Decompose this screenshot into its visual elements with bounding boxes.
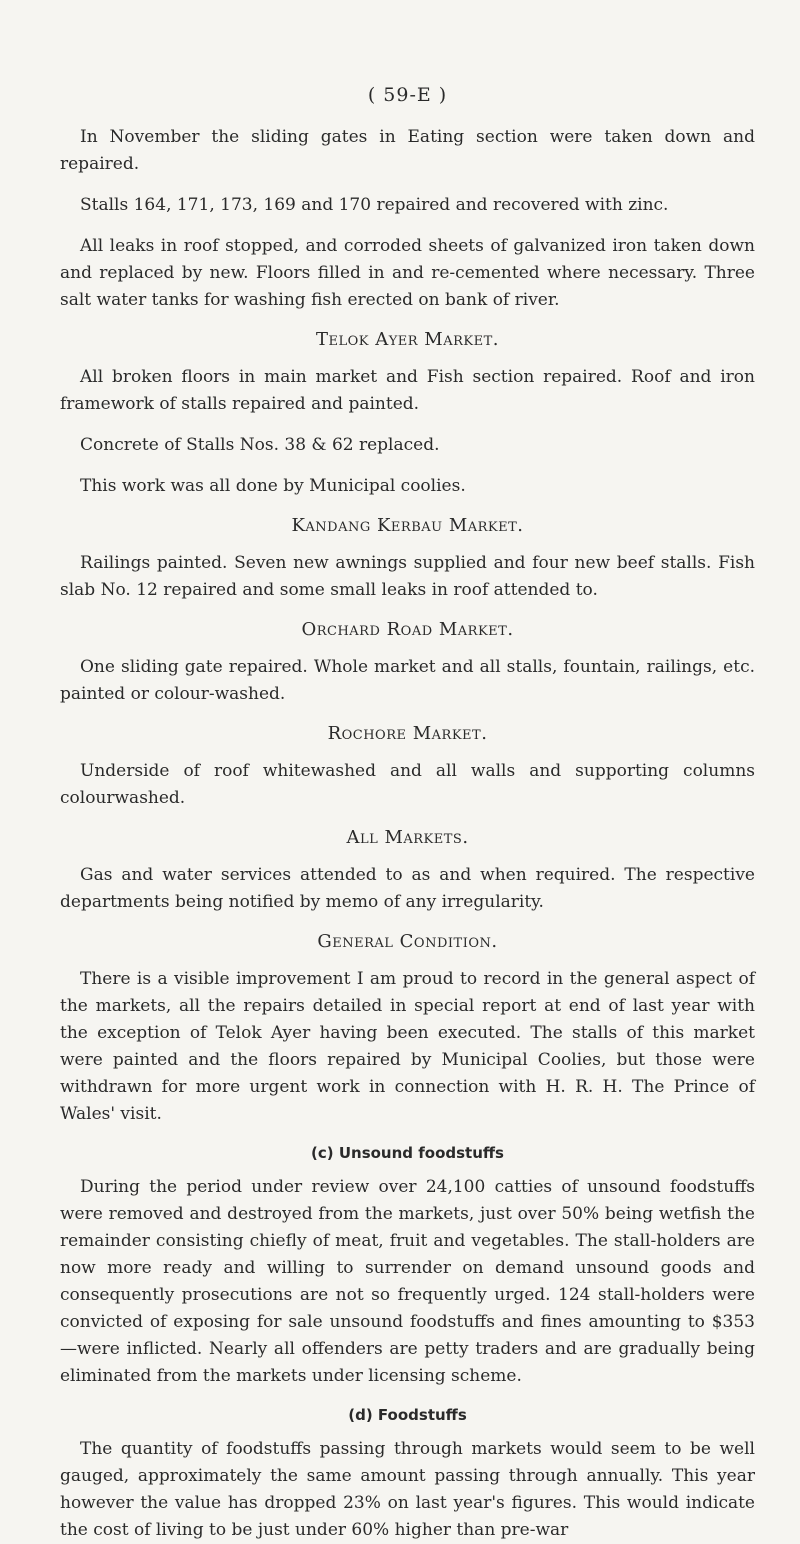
heading-foodstuffs: (d) Foodstuffs — [348, 1406, 467, 1424]
paragraph-all-markets: Gas and water services attended to as and when required. The respective departments being notified by memo of any irregularity. — [60, 865, 755, 912]
paragraph-unsound-foodstuffs: During the period under review over 24,100 catties of unsound foodstuffs were removed and destroyed from the markets, just over 50% being wetfish the remainder consisting chiefly of meat, fruit and vegetables. The stall-holders are now more ready and willing to surrender on demand unsound goods and consequently prosecutions are not so frequently urged. 124 stall-holders were convicted of exposing for sale unsound foodstuffs and fines amounting to $353—were inflicted. Nearly all offenders are petty traders and are gradually being eliminated from the markets under licensing scheme. — [60, 1177, 755, 1386]
heading-all-markets: All Markets. — [346, 827, 469, 848]
paragraph-telok-ayer-coolies: This work was all done by Municipal coolies. — [80, 476, 466, 496]
paragraph-stalls-repaired: Stalls 164, 171, 173, 169 and 170 repaired and recovered with zinc. — [80, 195, 669, 215]
heading-orchard-road: Orchard Road Market. — [301, 619, 514, 640]
page-number: ( 59-E ) — [367, 84, 448, 106]
paragraph-kandang-kerbau: Railings painted. Seven new awnings supplied and four new beef stalls. Fish slab No. 12 repaired and some small leaks in roof attended to. — [60, 553, 755, 600]
heading-telok-ayer: Telok Ayer Market. — [315, 329, 499, 350]
heading-kandang-kerbau: Kandang Kerbau Market. — [291, 515, 524, 536]
heading-unsound-foodstuffs: (c) Unsound foodstuffs — [311, 1144, 504, 1162]
paragraph-sliding-gates: In November the sliding gates in Eating section were taken down and repaired. — [60, 127, 755, 174]
paragraph-leaks-stopped: All leaks in roof stopped, and corroded sheets of galvanized iron taken down and replaced by new. Floors filled in and re-cemented where necessary. Three salt water tanks for washing fish erected on bank of river. — [60, 236, 755, 310]
document-page — [60, 84, 755, 1540]
paragraph-general-condition: There is a visible improvement I am proud to record in the general aspect of the markets, all the repairs detailed in special report at end of last year with the exception of Telok Ayer having been executed. The stalls of this market were painted and the floors repaired by Municipal Coolies, but those were withdrawn for more urgent work in connection with H. R. H. The Prince of Wales' visit. — [60, 969, 755, 1124]
paragraph-rochore: Underside of roof whitewashed and all walls and supporting columns colourwashed. — [60, 761, 755, 808]
paragraph-foodstuffs: The quantity of foodstuffs passing through markets would seem to be well gauged, approximately the same amount passing through annually. This year however the value has dropped 23% on last year's figures. This would indicate the cost of living to be just under 60% higher than pre-war — [60, 1439, 755, 1540]
paragraph-orchard-road: One sliding gate repaired. Whole market and all stalls, fountain, railings, etc. painted or colour-washed. — [60, 657, 755, 704]
heading-general-condition: General Condition. — [317, 931, 498, 952]
heading-rochore: Rochore Market. — [327, 723, 488, 744]
paragraph-telok-ayer-floors: All broken floors in main market and Fish section repaired. Roof and iron framework of stalls repaired and painted. — [60, 367, 755, 414]
paragraph-telok-ayer-concrete: Concrete of Stalls Nos. 38 & 62 replaced. — [80, 435, 440, 455]
